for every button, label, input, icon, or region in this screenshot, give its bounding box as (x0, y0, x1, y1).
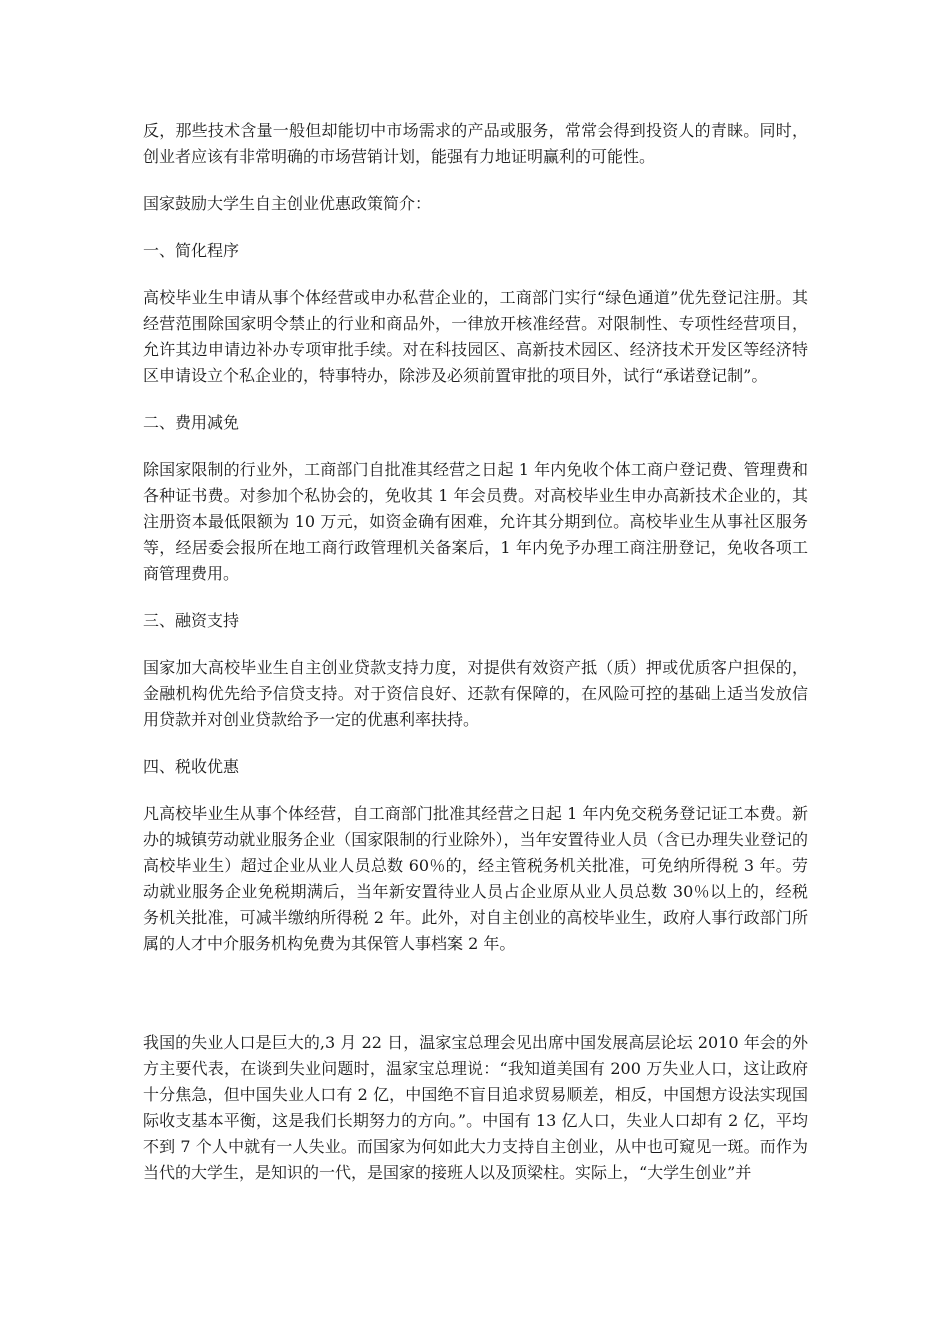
policy-intro: 国家鼓励大学生自主创业优惠政策简介： (143, 194, 432, 213)
paragraph-unemployment: 我国的失业人口是巨大的,3 月 22 日，温家宝总理会见出席中国发展高层论坛 2010 年会的外方主要代表，在谈到失业问题时，温家宝总理说：“我知道美国有 200 万失业人口，这让政府十分焦急，但中国失业人口有 2 亿，中国绝不盲目追求贸易顺差，相反，中国想方设法实现国际收支基本平衡，这是我们长期努力的方向。”。中国有 13 亿人口，失业人口却有 2 亿，平均不到 7 个人中就有一人失业。而国家为何如此大力支持自主创业，从中也可窥见一斑。而作为当代的大学生，是知识的一代，是国家的接班人以及顶梁柱。实际上，“大学生创业”并 (143, 1033, 808, 1182)
heading-fee-reduction: 二、费用减免 (143, 413, 240, 432)
document-body (143, 118, 808, 1186)
paragraph-fee-reduction: 除国家限制的行业外，工商部门自批准其经营之日起 1 年内免收个体工商户登记费、管理费和各种证书费。对参加个私协会的，免收其 1 年会员费。对高校毕业生申办高新技术企业的，其注册资本最低限额为 10 万元，如资金确有困难，允许其分期到位。高校毕业生从事社区服务等，经居委会报所在地工商行政管理机关备案后，1 年内免予办理工商注册登记，免收各项工商管理费用。 (143, 460, 808, 583)
paragraph-simplify-procedures: 高校毕业生申请从事个体经营或申办私营企业的，工商部门实行“绿色通道”优先登记注册。其经营范围除国家明令禁止的行业和商品外，一律放开核准经营。对限制性、专项性经营项目，允许其边申请边补办专项审批手续。对在科技园区、高新技术园区、经济技术开发区等经济特区申请设立个私企业的，特事特办，除涉及必须前置审批的项目外，试行“承诺登记制”。 (143, 288, 808, 385)
heading-financing-support: 三、融资支持 (143, 611, 240, 630)
paragraph-tax-incentives: 凡高校毕业生从事个体经营，自工商部门批准其经营之日起 1 年内免交税务登记证工本费。新办的城镇劳动就业服务企业（国家限制的行业除外），当年安置待业人员（含已办理失业登记的高校毕业生）超过企业从业人员总数 60％的，经主管税务机关批准，可免纳所得税 3 年。劳动就业服务企业免税期满后，当年新安置待业人员占企业原从业人员总数 30％以上的，经税务机关批准，可减半缴纳所得税 2 年。此外，对自主创业的高校毕业生，政府人事行政部门所属的人才中介服务机构免费为其保管人事档案 2 年。 (143, 804, 808, 953)
heading-simplify-procedures: 一、简化程序 (143, 241, 240, 260)
paragraph-financing-support: 国家加大高校毕业生自主创业贷款支持力度，对提供有效资产抵（质）押或优质客户担保的，金融机构优先给予信贷支持。对于资信良好、还款有保障的，在风险可控的基础上适当发放信用贷款并对创业贷款给予一定的优惠利率扶持。 (143, 658, 808, 729)
paragraph-market-plan: 反，那些技术含量一般但却能切中市场需求的产品或服务，常常会得到投资人的青睐。同时，创业者应该有非常明确的市场营销计划，能强有力地证明赢利的可能性。 (143, 121, 808, 166)
heading-tax-incentives: 四、税收优惠 (143, 757, 240, 776)
